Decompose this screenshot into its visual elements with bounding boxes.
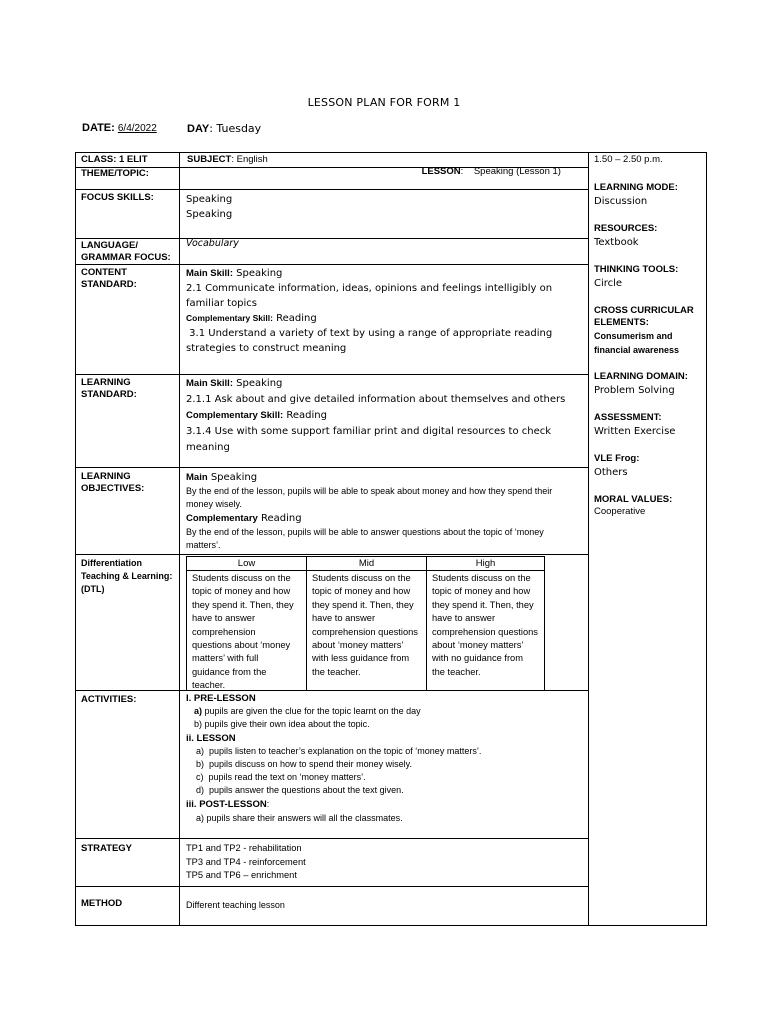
dtl-line: matters’ with full bbox=[192, 653, 259, 664]
focus-skills-label: FOCUS SKILLS: bbox=[81, 192, 154, 203]
subject-label: SUBJECT bbox=[187, 154, 232, 165]
main-skill-label: Main Skill: bbox=[186, 268, 233, 279]
content-standard-label bbox=[81, 267, 137, 291]
dtl-line: have to answer bbox=[192, 613, 256, 624]
moral-values-label: MORAL VALUES: bbox=[594, 494, 673, 505]
content-standard-comp-2: strategies to construct meaning bbox=[186, 343, 347, 354]
dtl-line: topic of money and how bbox=[312, 586, 411, 597]
strategy-line-1: TP1 and TP2 - rehabilitation bbox=[186, 843, 302, 853]
strategy-value bbox=[186, 842, 306, 883]
dtl-line: about ‘money matters’ bbox=[312, 640, 404, 651]
divider bbox=[179, 152, 180, 926]
dtl-label bbox=[81, 557, 172, 596]
learning-standard-label-line1: LEARNING bbox=[81, 377, 131, 388]
dtl-line: topic of money and how bbox=[192, 586, 291, 597]
learning-domain-label: LEARNING DOMAIN: bbox=[594, 371, 688, 382]
divider bbox=[75, 554, 588, 555]
dtl-text-mid bbox=[307, 571, 426, 680]
content-standard-comp-1: 3.1 Understand a variety of text by using a range of appropriate reading bbox=[186, 328, 553, 339]
post-lesson-colon: : bbox=[266, 798, 270, 809]
dtl-column-low bbox=[187, 557, 307, 690]
dtl-line: have to answer bbox=[312, 613, 376, 624]
resources-value: Textbook bbox=[594, 237, 639, 248]
divider bbox=[75, 886, 588, 887]
dtl-line: comprehension questions bbox=[432, 626, 538, 637]
language-label-line1: LANGUAGE/ bbox=[81, 240, 138, 251]
complementary-skill-value: Reading bbox=[272, 313, 317, 324]
strategy-line-3: TP5 and TP6 – enrichment bbox=[186, 870, 297, 880]
main-skill-value: Speaking bbox=[232, 268, 283, 279]
divider bbox=[75, 264, 588, 265]
divider bbox=[75, 238, 588, 239]
cross-curricular-value-2: financial awareness bbox=[594, 345, 680, 355]
dtl-line: guidance from the bbox=[192, 666, 267, 677]
day-label: DAY bbox=[187, 123, 210, 135]
date-line bbox=[82, 122, 157, 134]
lesson-time: 1.50 – 2.50 p.m. bbox=[594, 154, 663, 165]
cross-curricular-label-2: ELEMENTS: bbox=[594, 317, 649, 328]
dtl-head-mid: Mid bbox=[307, 557, 426, 571]
language-label-line2: GRAMMAR FOCUS: bbox=[81, 252, 171, 263]
pre-lesson-a-label: a) bbox=[194, 706, 203, 717]
dtl-line: with less guidance from bbox=[312, 653, 410, 664]
assessment-label: ASSESSMENT: bbox=[594, 412, 662, 423]
lesson-a: a) pupils listen to teacher’s explanation on the topic of ‘money matters’. bbox=[196, 745, 482, 756]
lesson-label: LESSON bbox=[421, 166, 461, 177]
date-label: DATE: bbox=[82, 122, 115, 134]
ls-comp-skill-value: Reading bbox=[283, 410, 327, 421]
dtl-line: they spend it. Then, they bbox=[312, 599, 414, 610]
learning-mode-label: LEARNING MODE: bbox=[594, 182, 678, 193]
vle-frog-label: VLE Frog: bbox=[594, 453, 640, 464]
strategy-label: STRATEGY bbox=[81, 843, 133, 854]
dtl-table bbox=[186, 556, 545, 691]
divider bbox=[75, 838, 588, 839]
language-label bbox=[81, 240, 171, 264]
learning-standard-comp-2: meaning bbox=[186, 442, 230, 453]
dtl-line: Students discuss on the bbox=[192, 573, 291, 583]
class-label: CLASS: 1 ELIT bbox=[81, 154, 148, 165]
lesson-b: b) pupils discuss on how to spend their money wisely. bbox=[196, 759, 412, 770]
resources-label: RESOURCES: bbox=[594, 223, 658, 234]
thinking-tools-label: THINKING TOOLS: bbox=[594, 264, 679, 275]
ls-main-skill-value: Speaking bbox=[232, 378, 283, 389]
obj-main-value: Speaking bbox=[207, 472, 258, 483]
vle-frog-value: Others bbox=[594, 467, 628, 478]
ls-comp-skill-label: Complementary Skill: bbox=[186, 410, 284, 421]
focus-skill-2: Speaking bbox=[186, 209, 233, 220]
objectives-comp-2: matters’. bbox=[186, 540, 221, 550]
method-label: METHOD bbox=[81, 898, 123, 909]
dtl-line: Students discuss on the bbox=[312, 573, 411, 583]
learning-mode-value: Discussion bbox=[594, 196, 648, 207]
dtl-line: about ‘money matters’ bbox=[432, 640, 524, 651]
dtl-head-high: High bbox=[427, 557, 544, 571]
dtl-line: questions about ‘money bbox=[192, 640, 291, 651]
activities-label: ACTIVITIES: bbox=[81, 694, 137, 705]
subject-value: : English bbox=[231, 154, 268, 165]
right-column bbox=[594, 154, 706, 518]
post-lesson-a: a) pupils share their answers will all the classmates. bbox=[196, 812, 403, 823]
ls-main-skill-label: Main Skill: bbox=[186, 378, 233, 389]
dtl-text-high bbox=[427, 571, 544, 680]
post-lesson-head: iii. POST-LESSON bbox=[186, 798, 267, 810]
dtl-line: comprehension bbox=[192, 626, 256, 637]
page-title: LESSON PLAN FOR FORM 1 bbox=[307, 96, 461, 109]
objectives-value bbox=[186, 470, 586, 552]
dtl-line: they spend it. Then, they bbox=[192, 599, 294, 610]
dtl-line: Students discuss on the bbox=[432, 573, 531, 583]
dtl-line: teacher. bbox=[192, 680, 226, 691]
thinking-tools-value: Circle bbox=[594, 278, 623, 289]
dtl-line: with no guidance from bbox=[432, 653, 523, 664]
assessment-value: Written Exercise bbox=[594, 426, 676, 437]
pre-lesson-a: pupils are given the clue for the topic learnt on the day bbox=[202, 706, 421, 717]
obj-main-label: Main bbox=[186, 472, 208, 483]
objectives-main-2: money wisely. bbox=[186, 499, 242, 509]
dtl-line: the teacher. bbox=[432, 666, 481, 677]
pre-lesson-b: b) pupils give their own idea about the topic. bbox=[194, 719, 370, 730]
learning-standard-value bbox=[186, 376, 586, 455]
learning-domain-value: Problem Solving bbox=[594, 385, 675, 396]
objectives-comp-1: By the end of the lesson, pupils will be able to answer questions about the topic of ‘money bbox=[186, 527, 544, 537]
learning-standard-label-line2: STANDARD: bbox=[81, 389, 137, 400]
language-value: Vocabulary bbox=[186, 238, 239, 249]
strategy-line-2: TP3 and TP4 - reinforcement bbox=[186, 856, 306, 867]
activities-value bbox=[186, 692, 586, 825]
dtl-label-line2: Teaching & Learning: bbox=[81, 571, 173, 581]
theme-label: THEME/TOPIC: bbox=[81, 168, 149, 179]
obj-comp-value: Reading bbox=[257, 513, 302, 524]
dtl-label-line1: Differentiation bbox=[81, 558, 143, 568]
day-value: : Tuesday bbox=[209, 122, 262, 135]
learning-standard-main: 2.1.1 Ask about and give detailed information about themselves and others bbox=[186, 394, 566, 405]
obj-comp-label: Complementary bbox=[186, 513, 258, 524]
dtl-column-mid bbox=[307, 557, 427, 690]
date-value: 6/4/2022 bbox=[117, 123, 157, 134]
dtl-line: they spend it. Then, they bbox=[432, 599, 534, 610]
objectives-label bbox=[81, 471, 144, 495]
dtl-text-low bbox=[187, 571, 306, 694]
content-standard-label-line2: STANDARD: bbox=[81, 279, 137, 290]
dtl-head-low: Low bbox=[187, 557, 306, 571]
day-line bbox=[187, 122, 261, 135]
cross-curricular-label-1: CROSS CURRICULAR bbox=[594, 305, 694, 316]
objectives-label-line1: LEARNING bbox=[81, 471, 131, 482]
dtl-line: topic of money and how bbox=[432, 586, 531, 597]
divider bbox=[588, 152, 589, 926]
focus-skill-1: Speaking bbox=[186, 194, 233, 205]
lesson-cell bbox=[411, 154, 561, 190]
lesson-head: ii. LESSON bbox=[186, 732, 236, 744]
pre-lesson-head: I. PRE-LESSON bbox=[186, 693, 256, 704]
divider bbox=[75, 374, 588, 375]
method-value: Different teaching lesson bbox=[186, 900, 285, 910]
dtl-line: have to answer bbox=[432, 613, 496, 624]
lesson-c: c) pupils read the text on ‘money matters’. bbox=[196, 772, 366, 783]
content-standard-main-1: 2.1 Communicate information, ideas, opinions and feelings intelligibly on bbox=[186, 283, 553, 294]
objectives-label-line2: OBJECTIVES: bbox=[81, 483, 145, 494]
focus-skills-value bbox=[186, 192, 232, 222]
subject-cell bbox=[187, 154, 268, 166]
content-standard-main-2: familiar topics bbox=[186, 298, 258, 309]
moral-values-value: Cooperative bbox=[594, 506, 646, 517]
content-standard-label-line1: CONTENT bbox=[81, 267, 127, 278]
dtl-line: the teacher. bbox=[312, 666, 361, 677]
divider bbox=[75, 467, 588, 468]
learning-standard-comp-1: 3.1.4 Use with some support familiar print and digital resources to check bbox=[186, 426, 552, 437]
complementary-skill-label: Complementary Skill: bbox=[186, 313, 273, 323]
content-standard-value bbox=[186, 266, 586, 356]
objectives-main-1: By the end of the lesson, pupils will be able to speak about money and how they spend their bbox=[186, 486, 553, 496]
lesson-value: : Speaking (Lesson 1) bbox=[460, 166, 561, 177]
lesson-d: d) pupils answer the questions about the text given. bbox=[196, 785, 404, 796]
learning-standard-label bbox=[81, 377, 137, 401]
cross-curricular-value-1: Consumerism and bbox=[594, 331, 673, 341]
dtl-line: comprehension questions bbox=[312, 626, 418, 637]
dtl-label-line3: (DTL) bbox=[81, 584, 105, 594]
dtl-column-high bbox=[427, 557, 544, 690]
